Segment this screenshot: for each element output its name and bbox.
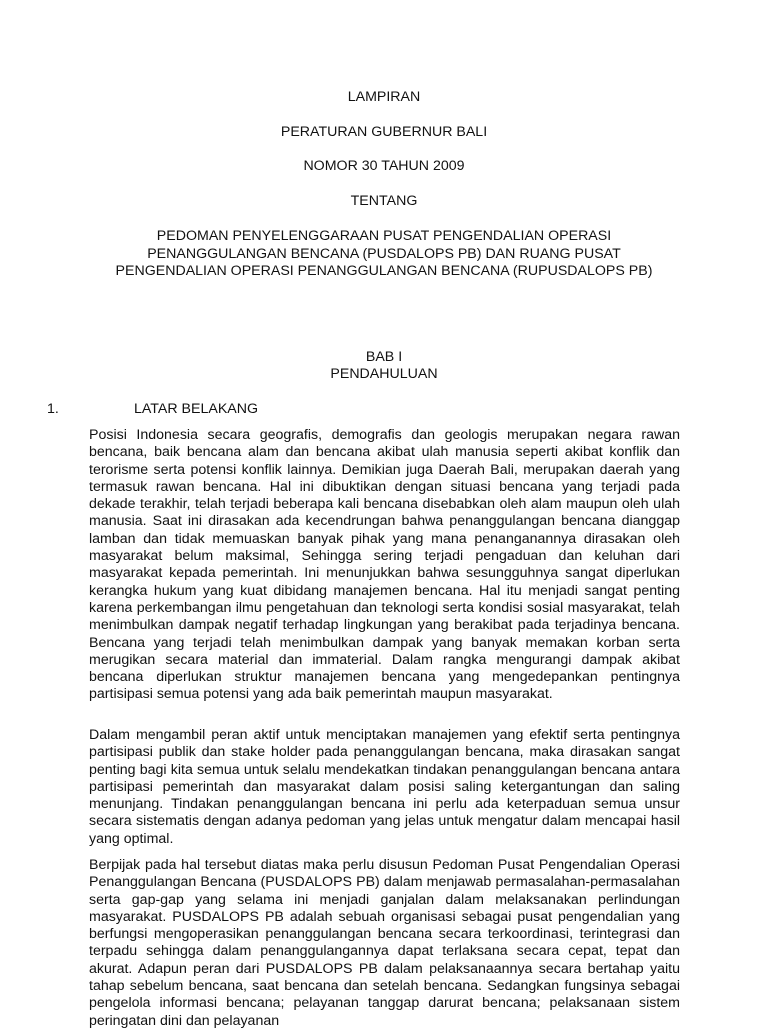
about-label: TENTANG xyxy=(350,193,418,209)
paragraph: Berpijak pada hal tersebut diatas maka perlu disusun Pedoman Pusat Pengendalian Operasi Penanggulangan Bencana (PUSDALOPS PB) dalam menjawab permasalahan-permasalahan serta gap-gap yang selama ini menjadi ganjalan dalam melaksanakan perlindungan masyarakat. PUSDALOPS PB adalah sebuah organisasi sebagai pusat pengendalian yang berfungsi mengoperasikan penanggulangan bencana secara terkoordinasi, terintegrasi dan terpadu sehingga dalam penanggulangannya dapat terlaksana secara cepat, tepat dan akurat. Adapun peran dari PUSDALOPS PB dalam pelaksanaannya secara bertahap yaitu tahap sebelum bencana, saat bencana dan setelah bencana. Sedangkan fungsinya sebagai pengelola informasi bencana; pelayanan tanggap darurat bencana; pelaksanaan sistem peringatan dini dan pelayanan xyxy=(89,857,680,1029)
section-title: LATAR BELAKANG xyxy=(134,401,259,417)
section-number: 1. xyxy=(47,401,59,417)
document-title-line: PENANGGULANGAN BENCANA (PUSDALOPS PB) DAN RUANG PUSAT xyxy=(147,245,621,262)
chapter-title: PENDAHULUAN xyxy=(330,366,438,382)
paragraph: Posisi Indonesia secara geografis, demografis dan geologis merupakan negara rawan bencana, baik bencana alam dan bencana akibat ulah manusia seperti akibat konflik dan terorisme serta potensi konflik lainnya. Demikian juga Daerah Bali, merupakan daerah yang termasuk rawan bencana. Hal ini dibuktikan dengan situasi bencana yang terjadi pada dekade terakhir, telah terjadi beberapa kali bencana disebabkan oleh alam maupun oleh ulah manusia. Saat ini dirasakan ada kecendrungan bahwa penanggulangan bencana dianggap lamban dan tidak memuaskan banyak pihak yang mana penanganannya dirasakan oleh masyarakat belum maksimal, Sehingga sering terjadi pengaduan dan keluhan dari masyarakat kepada pemerintah. Ini menunjukkan bahwa sesungguhnya sangat diperlukan kerangka hukum yang kuat dibidang manajemen bencana. Hal itu menjadi sangat penting karena perkembangan ilmu pengetahuan dan teknologi serta kondisi sosial masyarakat, telah menimbulkan dampak negatif terhadap lingkungan yang berakibat pada terjadinya bencana. Bencana yang terjadi telah menimbulkan dampak yang banyak memakan korban serta merugikan secara material dan immaterial. Dalam rangka mengurangi dampak akibat bencana diperlukan struktur manajemen bencana yang mengedepankan pentingnya partisipasi semua potensi yang ada baik pemerintah maupun masyarakat. xyxy=(89,427,680,703)
chapter-number: BAB I xyxy=(365,349,403,365)
regulation-title: PERATURAN GUBERNUR BALI xyxy=(280,124,488,140)
document-title xyxy=(0,228,768,281)
document-title-line: PENGENDALIAN OPERASI PENANGGULANGAN BENCANA (RUPUSDALOPS PB) xyxy=(115,263,653,279)
paragraph: Dalam mengambil peran aktif untuk menciptakan manajemen yang efektif serta pentingnya partisipasi publik dan stake holder pada penanggulangan bencana, maka dirasakan sangat penting bagi kita semua untuk selalu mendekatkan tindakan penanggulangan bencana antara partisipasi pemerintah dan masyarakat dalam posisi saling ketergantungan dan saling menunjang. Tindakan penanggulangan bencana ini perlu ada keterpaduan semua unsur secara sistematis dengan adanya pedoman yang jelas untuk mengatur dalam mencapai hasil yang optimal. xyxy=(89,727,680,847)
document-title-line: PEDOMAN PENYELENGGARAAN PUSAT PENGENDALIAN OPERASI xyxy=(156,228,612,244)
regulation-number: NOMOR 30 TAHUN 2009 xyxy=(303,158,465,174)
appendix-label: LAMPIRAN xyxy=(347,89,421,105)
